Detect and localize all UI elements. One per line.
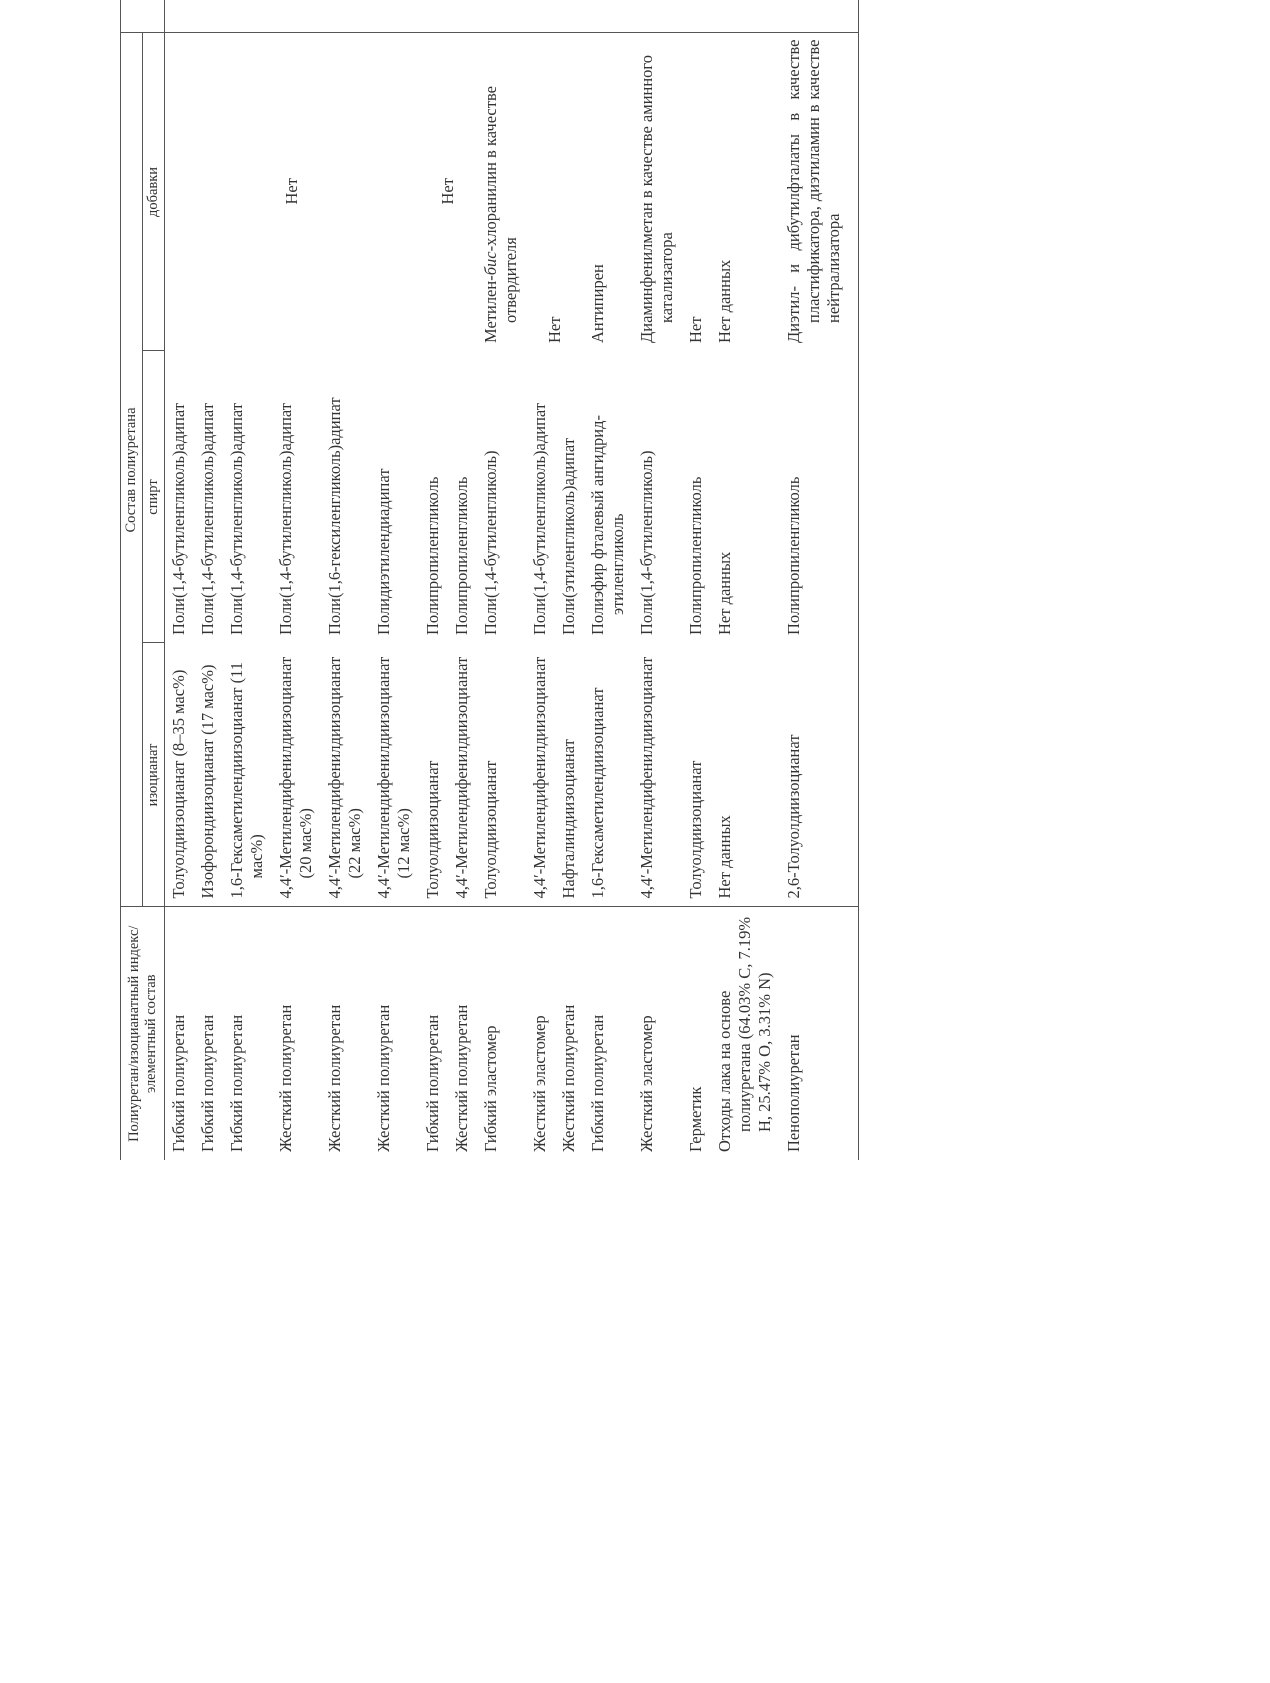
header-composition: Состав полиуретана (121, 33, 143, 907)
cell-alcohol: Поли(1,6-гексиленгликоль)адипат (325, 397, 344, 635)
cell-alcohol: Поли(1,4-бутиленгликоль)адипат (276, 402, 295, 635)
cell-isocyanate: Толуолдиизоцианат (682, 643, 711, 907)
cell-source (682, 0, 780, 33)
table-row (419, 0, 448, 1160)
cell-polyurethane: Герметик (686, 1086, 705, 1152)
cell-additives: Метилен-бис-хлоранилин в качестве отвердителя (481, 86, 520, 343)
header-additives: добавки (143, 33, 165, 351)
table-row (477, 0, 526, 1160)
cell-additives: Нет (281, 178, 301, 205)
header-alcohol: спирт (143, 351, 165, 643)
cell-polyurethane: Гибкий полиуретан (423, 1014, 442, 1152)
table-row (633, 0, 682, 1160)
cell-isocyanate: 1,6-Гексаметилендиизоцианат (11 мас%) (223, 643, 272, 907)
cell-isocyanate: 1,6-Гексаметилендиизоцианат (584, 643, 633, 907)
cell-isocyanate: 4,4′-Метилендифенилдиизоцианат (20 мас%) (272, 643, 321, 907)
cell-polyurethane: Жесткий эластомер (530, 1015, 549, 1152)
cell-source (780, 0, 859, 33)
rotated-page (75, 0, 1095, 1160)
cell-additives: Нет (437, 178, 457, 205)
cell-alcohol: Поли(1,4-бутиленгликоль)адипат (198, 402, 217, 635)
table-row (682, 0, 711, 1160)
cell-alcohol: Поли(1,4-бутиленгликоль)адипат (169, 402, 188, 635)
cell-alcohol: Полипропиленгликоль (686, 476, 705, 635)
cell-polyurethane: Пенополиуретан (780, 907, 859, 1160)
cell-alcohol: Полиэфир фталевый ангидрид-этиленгликоль (588, 415, 627, 635)
cell-additives: Нет (686, 316, 705, 343)
cell-isocyanate: Изофорондиизоцианат (17 мас%) (194, 643, 223, 907)
cell-polyurethane: Отходы лака на основе полиуретана (64.03% C, 7.19% H, 25.47% O, 3.31% N) (715, 916, 774, 1152)
cell-isocyanate: Нафталиндиизоцианат (555, 643, 584, 907)
cell-alcohol: Поли(1,4-бутиленгликоль)адипат (227, 402, 246, 635)
table-row (584, 0, 633, 1160)
header-isocyanate: изоцианат (143, 643, 165, 907)
cell-polyurethane: Жесткий полиуретан (325, 1004, 344, 1152)
cell-polyurethane: Жесткий полиуретан (276, 1004, 295, 1152)
cell-additives: Антипирен (588, 264, 607, 343)
cell-alcohol: Поли(этиленгликоль)адипат (559, 438, 578, 635)
cell-alcohol: Полидиэтилендиадипат (374, 468, 393, 635)
table-row (711, 0, 780, 1160)
cell-isocyanate: 4,4′-Метилендифенилдиизоцианат (448, 643, 477, 907)
cell-alcohol: Нет данных (715, 551, 734, 635)
cell-isocyanate: 2,6-Толуолдиизоцианат (780, 643, 859, 907)
cell-source (477, 0, 682, 33)
cell-polyurethane: Гибкий полиуретан (169, 1014, 188, 1152)
cell-alcohol: Полипропиленгликоль (452, 476, 471, 635)
header-polyurethane: Полиуретан/изоцианатный индекс/ элементный состав (121, 907, 165, 1160)
cell-isocyanate: Толуолдиизоцианат (477, 643, 526, 907)
cell-polyurethane: Жесткий полиуретан (559, 1004, 578, 1152)
cell-polyurethane: Жесткий полиуретан (452, 1004, 471, 1152)
cell-polyurethane: Гибкий полиуретан (588, 1014, 607, 1152)
table-row (780, 0, 859, 1160)
polyurethane-table (120, 0, 859, 1160)
cell-additives: Диэтил- и дибутилфталаты в качестве пластификатора, диэтиламин в качестве нейтрализатора (780, 33, 859, 351)
cell-alcohol: Поли(1,4-бутиленгликоль)адипат (530, 402, 549, 635)
cell-isocyanate: Нет данных (711, 643, 780, 907)
cell-isocyanate: Толуолдиизоцианат (419, 643, 448, 907)
cell-alcohol: Полипропиленгликоль (780, 351, 859, 643)
cell-isocyanate: 4,4′-Метилендифенилдиизоцианат (526, 643, 555, 907)
cell-polyurethane: Жесткий полиуретан (374, 1004, 393, 1152)
cell-alcohol: Поли(1,4-бутиленгликоль) (637, 450, 656, 635)
table-row (165, 0, 195, 1160)
cell-isocyanate: 4,4′-Метилендифенилдиизоцианат (633, 643, 682, 907)
header-source (121, 0, 165, 33)
cell-alcohol: Полипропиленгликоль (423, 476, 442, 635)
cell-additives: Нет (544, 316, 564, 343)
cell-isocyanate: Толуолдиизоцианат (8–35 мас%) (165, 643, 195, 907)
cell-polyurethane: Гибкий полиуретан (227, 1014, 246, 1152)
cell-isocyanate: 4,4′-Метилендифенилдиизоцианат (12 мас%) (370, 643, 419, 907)
cell-isocyanate: 4,4′-Метилендифенилдиизоцианат (22 мас%) (321, 643, 370, 907)
cell-polyurethane: Гибкий эластомер (481, 1025, 500, 1152)
cell-source (165, 0, 478, 33)
table-row (526, 0, 555, 1160)
cell-polyurethane: Гибкий полиуретан (198, 1014, 217, 1152)
cell-additives: Нет данных (715, 259, 734, 343)
cell-alcohol: Поли(1,4-бутиленгликоль) (481, 450, 500, 635)
cell-additives: Диаминфенилметан в качестве аминного катализатора (637, 54, 676, 343)
cell-polyurethane: Жесткий эластомер (637, 1015, 656, 1152)
